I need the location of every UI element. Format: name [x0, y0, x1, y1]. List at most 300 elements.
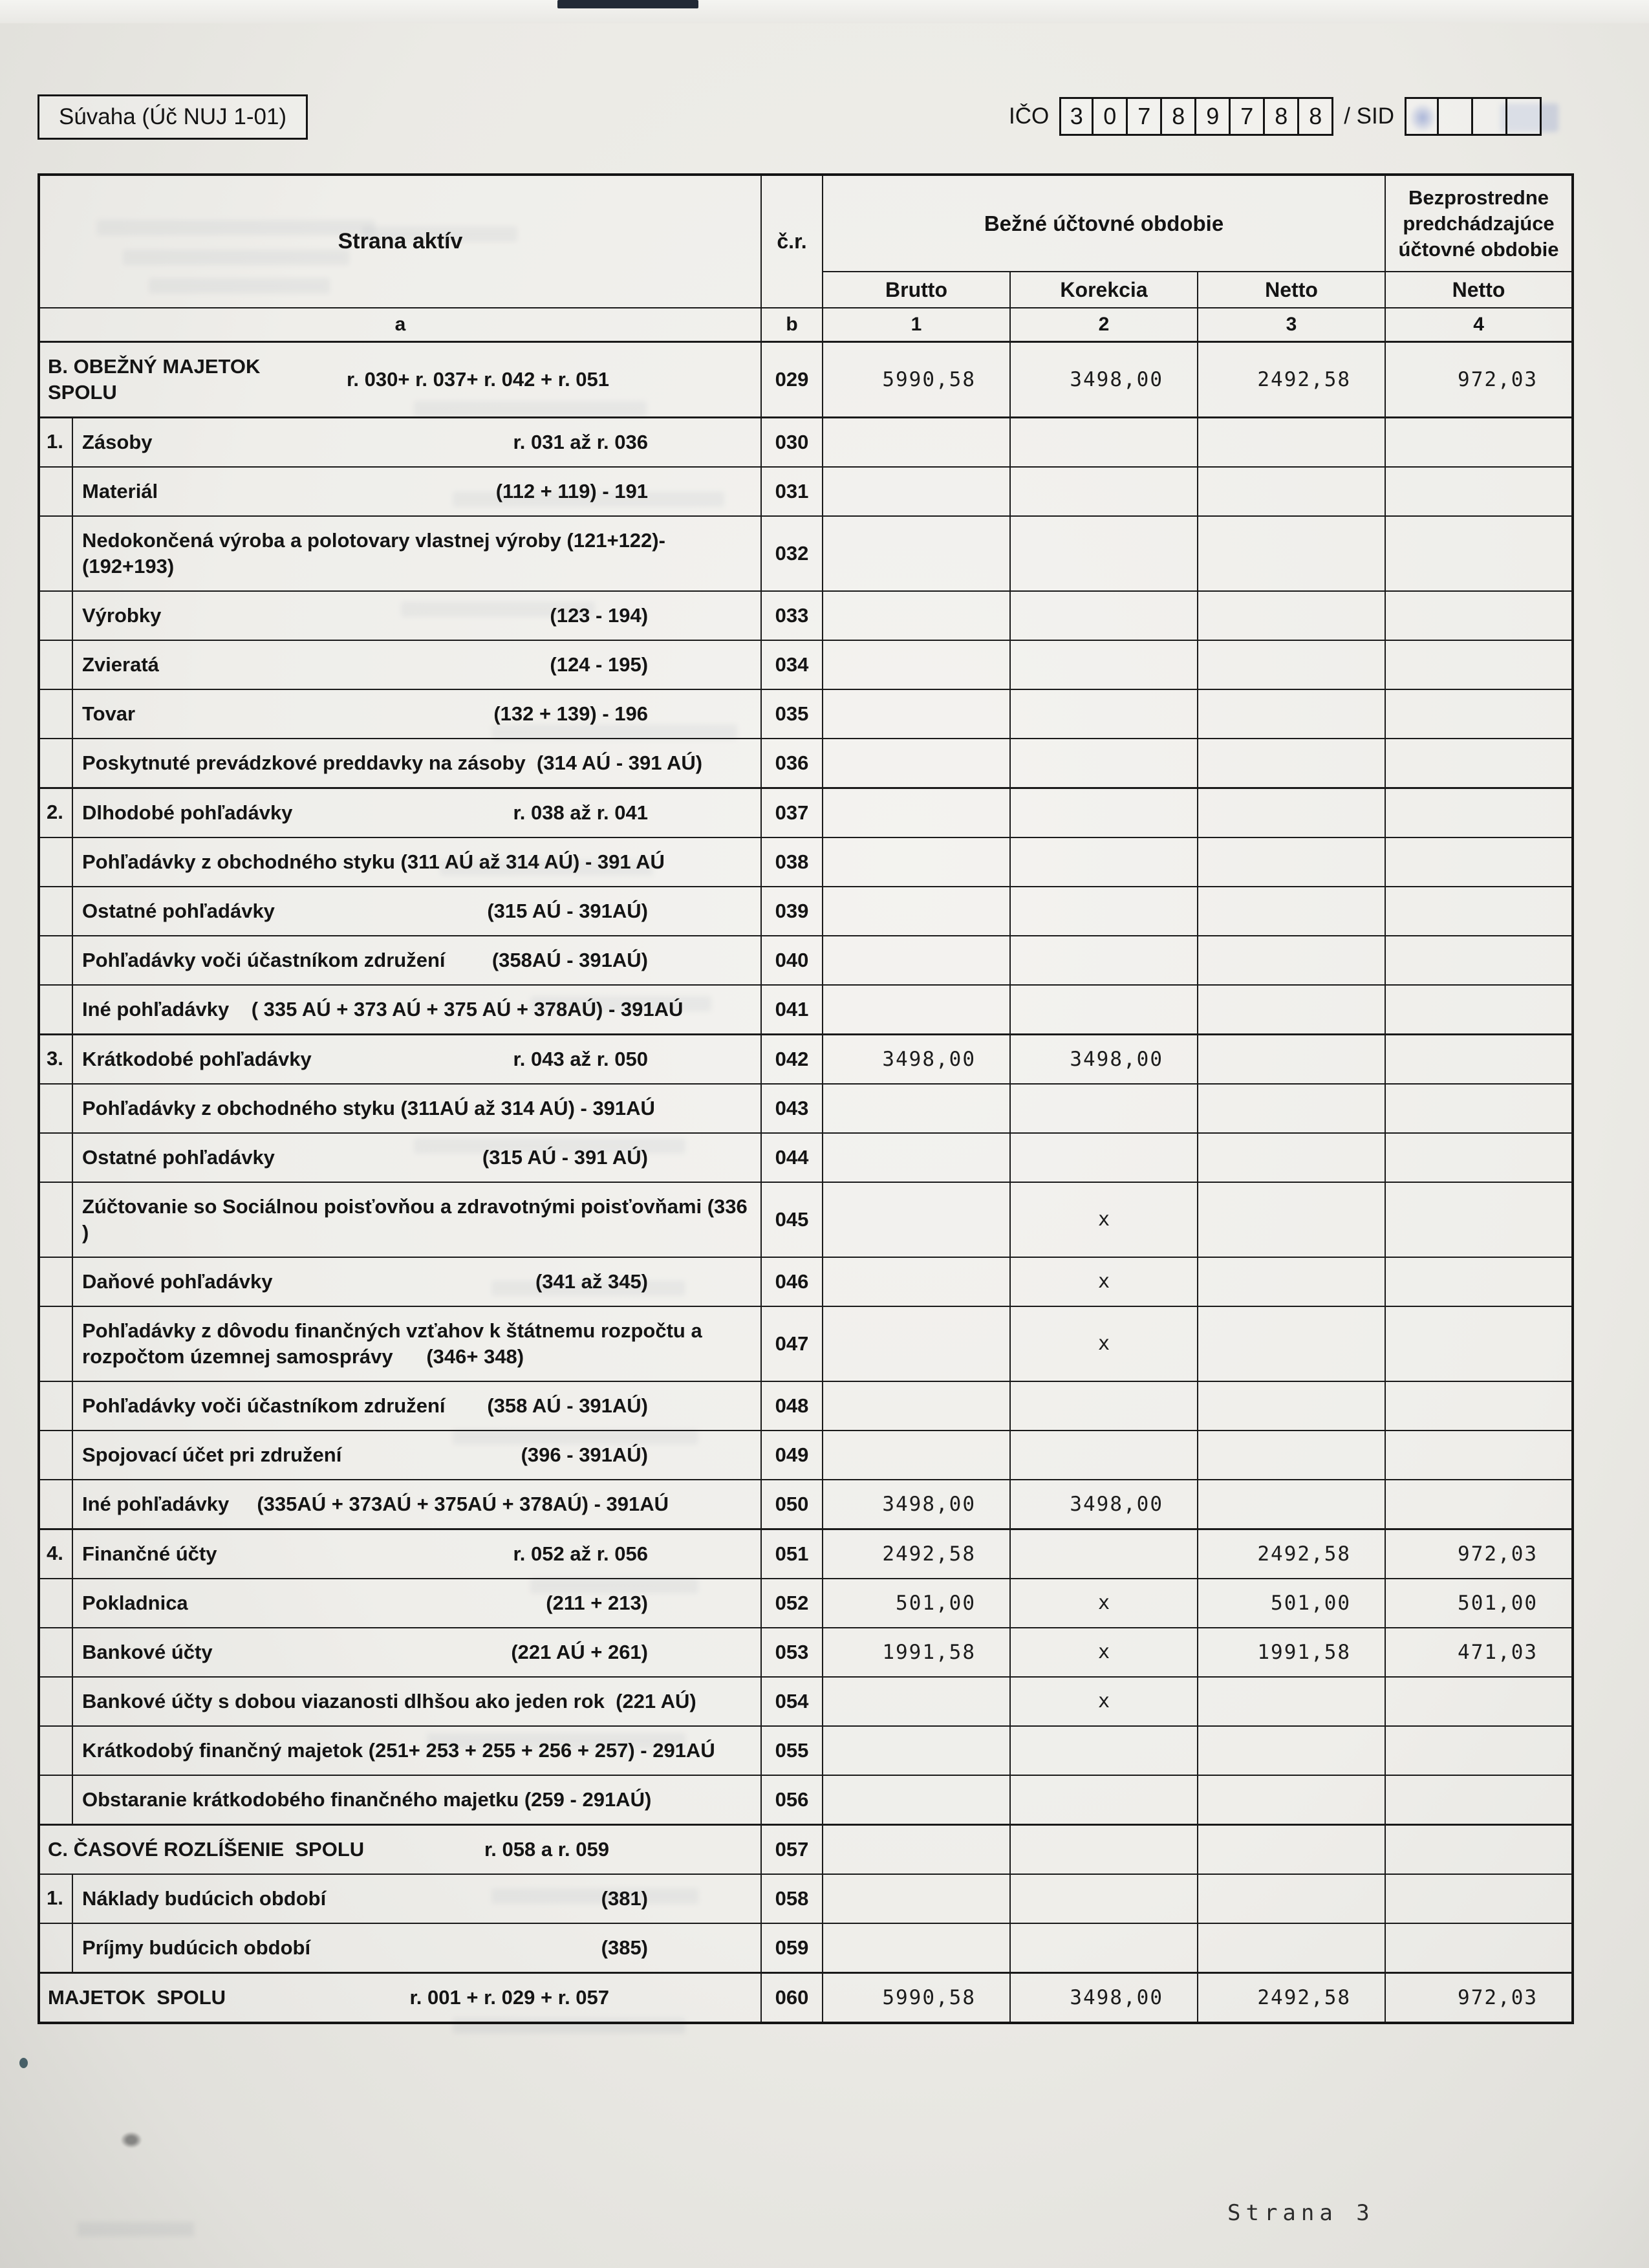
scan-artifact-top-bar — [557, 0, 698, 8]
col-header-netto-prev: Netto — [1385, 272, 1573, 308]
ico-digit-box: 7 — [1231, 97, 1265, 136]
row-prefix — [39, 1084, 72, 1133]
table-row-051 — [39, 1529, 1573, 1579]
value-cell-c2: x — [1010, 1257, 1198, 1306]
form-title: Súvaha (Úč NUJ 1-01) — [38, 94, 308, 140]
value-cell-c2 — [1010, 936, 1198, 985]
table-row-055 — [39, 1726, 1573, 1775]
value-cell-c2 — [1010, 837, 1198, 887]
row-number: 031 — [761, 467, 823, 516]
row-label: Finančné účty — [82, 1542, 217, 1565]
row-label: Náklady budúcich období — [82, 1887, 327, 1910]
value-cell-c2 — [1010, 1529, 1198, 1579]
value-cell-c3 — [1198, 739, 1385, 788]
row-formula: r. 038 až r. 041 — [513, 801, 649, 824]
row-label: B. OBEŽNÝ MAJETOK SPOLU — [48, 355, 272, 404]
row-formula: (211 + 213) — [546, 1592, 649, 1614]
row-prefix — [39, 1480, 72, 1529]
row-prefix: 2. — [39, 788, 72, 838]
value-cell-c3: 501,00 — [1198, 1579, 1385, 1628]
value-cell-c4 — [1385, 837, 1573, 887]
row-number: 057 — [761, 1825, 823, 1875]
value-cell-c4 — [1385, 887, 1573, 936]
page-number: Strana 3 — [1227, 2200, 1375, 2226]
value-cell-c1 — [823, 739, 1010, 788]
table-row-043 — [39, 1084, 1573, 1133]
value-cell-c3 — [1198, 1677, 1385, 1726]
value-cell-c4 — [1385, 739, 1573, 788]
row-label: Príjmy budúcich období — [82, 1936, 311, 1959]
value-cell-c4: 972,03 — [1385, 1973, 1573, 2024]
value-cell-c3: 2492,58 — [1198, 1973, 1385, 2024]
value-cell-c2 — [1010, 1825, 1198, 1875]
table-row-056 — [39, 1775, 1573, 1825]
value-cell-c2 — [1010, 640, 1198, 689]
row-prefix — [39, 1775, 72, 1825]
value-cell-c3: 1991,58 — [1198, 1628, 1385, 1677]
value-cell-c3 — [1198, 1182, 1385, 1257]
table-row-058 — [39, 1874, 1573, 1923]
value-cell-c2 — [1010, 1775, 1198, 1825]
value-cell-c2: 3498,00 — [1010, 1973, 1198, 2024]
value-cell-c1 — [823, 837, 1010, 887]
value-cell-c4 — [1385, 1035, 1573, 1085]
value-cell-c3: 2492,58 — [1198, 1529, 1385, 1579]
value-cell-c1 — [823, 1874, 1010, 1923]
value-cell-c3 — [1198, 689, 1385, 739]
col-header-korekcia: Korekcia — [1010, 272, 1198, 308]
value-cell-c4 — [1385, 985, 1573, 1035]
value-cell-c4 — [1385, 1381, 1573, 1431]
row-prefix — [39, 1628, 72, 1677]
table-row-038 — [39, 837, 1573, 887]
ink-squiggle-artifact — [120, 2132, 142, 2148]
row-prefix — [39, 985, 72, 1035]
balance-table-body — [39, 342, 1573, 2024]
table-row-059 — [39, 1923, 1573, 1973]
ink-dot-artifact — [19, 2058, 28, 2068]
table-row-045 — [39, 1182, 1573, 1257]
table-row-032 — [39, 516, 1573, 591]
value-cell-c3 — [1198, 1035, 1385, 1085]
sid-label: / SID — [1344, 103, 1395, 129]
scanner-edge-strip — [0, 0, 1649, 23]
table-row-033 — [39, 591, 1573, 640]
ico-label: IČO — [1009, 103, 1050, 129]
row-number: 043 — [761, 1084, 823, 1133]
value-cell-c3 — [1198, 985, 1385, 1035]
value-cell-c4 — [1385, 1775, 1573, 1825]
value-cell-c1 — [823, 689, 1010, 739]
table-row-037 — [39, 788, 1573, 838]
ico-digit-box: 8 — [1265, 97, 1299, 136]
row-prefix — [39, 1182, 72, 1257]
row-formula: (132 + 139) - 196 — [493, 702, 649, 725]
value-cell-c4 — [1385, 418, 1573, 468]
row-label: Daňové pohľadávky — [82, 1270, 273, 1293]
value-cell-c4 — [1385, 1677, 1573, 1726]
value-cell-c4 — [1385, 516, 1573, 591]
row-label: Krátkodobý finančný majetok (251+ 253 + 255 + 256 + 257) - 291AÚ — [72, 1726, 761, 1775]
value-cell-c3 — [1198, 1825, 1385, 1875]
ico-digit-box: 9 — [1196, 97, 1231, 136]
row-number: 055 — [761, 1726, 823, 1775]
row-prefix — [39, 887, 72, 936]
value-cell-c1 — [823, 1257, 1010, 1306]
value-cell-c3 — [1198, 418, 1385, 468]
value-cell-c4 — [1385, 1084, 1573, 1133]
row-formula: (385) — [601, 1936, 649, 1959]
bleedthrough-bottom-artifact — [78, 2222, 194, 2236]
col-letter-b: b — [761, 308, 823, 342]
value-cell-c2: x — [1010, 1579, 1198, 1628]
ico-digit-box: 8 — [1299, 97, 1333, 136]
row-label: Iné pohľadávky (335AÚ + 373AÚ + 375AÚ + 378AÚ) - 391AÚ — [72, 1480, 761, 1529]
row-label: Dlhodobé pohľadávky — [82, 801, 293, 824]
row-label: Zúčtovanie so Sociálnou poisťovňou a zdravotnými poisťovňami (336 ) — [72, 1182, 761, 1257]
value-cell-c4 — [1385, 1825, 1573, 1875]
balance-sheet-table — [38, 173, 1574, 2024]
value-cell-c4: 972,03 — [1385, 1529, 1573, 1579]
value-cell-c3 — [1198, 1133, 1385, 1182]
value-cell-c2 — [1010, 1084, 1198, 1133]
row-number: 045 — [761, 1182, 823, 1257]
col-header-cr: č.r. — [761, 175, 823, 308]
value-cell-c2 — [1010, 689, 1198, 739]
row-formula: (221 AÚ + 261) — [511, 1641, 649, 1663]
value-cell-c1: 3498,00 — [823, 1035, 1010, 1085]
col-letter-4: 4 — [1385, 308, 1573, 342]
row-formula: (112 + 119) - 191 — [495, 480, 649, 502]
ico-digit-boxes — [1059, 97, 1333, 136]
row-label: Pohľadávky voči účastníkom združení — [82, 1394, 446, 1417]
value-cell-c2 — [1010, 1726, 1198, 1775]
row-number: 041 — [761, 985, 823, 1035]
value-cell-c2 — [1010, 467, 1198, 516]
value-cell-c1 — [823, 1381, 1010, 1431]
row-label: Pohľadávky z obchodného styku (311 AÚ až 314 AÚ) - 391 AÚ — [72, 837, 761, 887]
row-prefix — [39, 1431, 72, 1480]
row-prefix — [39, 1257, 72, 1306]
value-cell-c3 — [1198, 788, 1385, 838]
row-formula: (123 - 194) — [550, 604, 649, 627]
row-prefix — [39, 1677, 72, 1726]
row-label: MAJETOK SPOLU — [48, 1986, 226, 2009]
row-number: 039 — [761, 887, 823, 936]
value-cell-c3 — [1198, 591, 1385, 640]
value-cell-c4 — [1385, 1480, 1573, 1529]
value-cell-c4 — [1385, 1306, 1573, 1381]
row-number: 042 — [761, 1035, 823, 1085]
table-row-039 — [39, 887, 1573, 936]
row-formula: r. 031 až r. 036 — [513, 431, 649, 453]
value-cell-c1 — [823, 1923, 1010, 1973]
row-number: 051 — [761, 1529, 823, 1579]
row-formula: (381) — [601, 1887, 649, 1910]
value-cell-c4 — [1385, 640, 1573, 689]
row-label: Výrobky — [82, 604, 162, 627]
table-row-047 — [39, 1306, 1573, 1381]
value-cell-c2: x — [1010, 1628, 1198, 1677]
col-header-netto: Netto — [1198, 272, 1385, 308]
value-cell-c1 — [823, 1726, 1010, 1775]
value-cell-c4: 972,03 — [1385, 342, 1573, 418]
value-cell-c2: x — [1010, 1677, 1198, 1726]
ico-digit-box: 8 — [1162, 97, 1196, 136]
row-prefix: 4. — [39, 1529, 72, 1579]
value-cell-c1 — [823, 516, 1010, 591]
value-cell-c2: x — [1010, 1182, 1198, 1257]
value-cell-c1: 5990,58 — [823, 342, 1010, 418]
value-cell-c3 — [1198, 837, 1385, 887]
row-label: Spojovací účet pri združení — [82, 1443, 342, 1466]
row-prefix — [39, 1306, 72, 1381]
value-cell-c1 — [823, 640, 1010, 689]
value-cell-c4 — [1385, 1257, 1573, 1306]
value-cell-c3 — [1198, 1874, 1385, 1923]
value-cell-c2 — [1010, 591, 1198, 640]
value-cell-c4: 501,00 — [1385, 1579, 1573, 1628]
sid-digit-boxes — [1405, 97, 1542, 136]
row-formula: r. 001 + r. 029 + r. 057 — [409, 1986, 610, 2009]
ico-sid-group — [1009, 97, 1542, 136]
row-prefix — [39, 1133, 72, 1182]
value-cell-c4 — [1385, 936, 1573, 985]
value-cell-c1 — [823, 591, 1010, 640]
row-label: Zvieratá — [82, 653, 159, 676]
row-prefix — [39, 640, 72, 689]
value-cell-c4 — [1385, 1923, 1573, 1973]
value-cell-c1: 501,00 — [823, 1579, 1010, 1628]
row-label: Krátkodobé pohľadávky — [82, 1048, 312, 1070]
row-prefix — [39, 739, 72, 788]
table-row-040 — [39, 936, 1573, 985]
row-label: Pohľadávky z obchodného styku (311AÚ až 314 AÚ) - 391AÚ — [72, 1084, 761, 1133]
row-label: Materiál — [82, 480, 158, 502]
row-number: 038 — [761, 837, 823, 887]
value-cell-c1 — [823, 467, 1010, 516]
row-formula: (124 - 195) — [550, 653, 649, 676]
table-row-049 — [39, 1431, 1573, 1480]
row-label: Ostatné pohľadávky — [82, 1146, 275, 1169]
col-letter-1: 1 — [823, 308, 1010, 342]
value-cell-c1: 1991,58 — [823, 1628, 1010, 1677]
value-cell-c2 — [1010, 418, 1198, 468]
value-cell-c3 — [1198, 1923, 1385, 1973]
value-cell-c1 — [823, 1775, 1010, 1825]
row-number: 050 — [761, 1480, 823, 1529]
row-number: 049 — [761, 1431, 823, 1480]
value-cell-c3 — [1198, 936, 1385, 985]
value-cell-c1 — [823, 1133, 1010, 1182]
row-prefix — [39, 689, 72, 739]
value-cell-c3 — [1198, 516, 1385, 591]
row-label: Pokladnica — [82, 1592, 188, 1614]
value-cell-c3 — [1198, 1480, 1385, 1529]
row-number: 033 — [761, 591, 823, 640]
value-cell-c1 — [823, 1825, 1010, 1875]
value-cell-c4 — [1385, 1726, 1573, 1775]
row-formula: (358 AÚ - 391AÚ) — [487, 1394, 649, 1417]
table-row-052 — [39, 1579, 1573, 1628]
row-prefix — [39, 1726, 72, 1775]
col-header-brutto: Brutto — [823, 272, 1010, 308]
value-cell-c1: 3498,00 — [823, 1480, 1010, 1529]
value-cell-c4: 471,03 — [1385, 1628, 1573, 1677]
value-cell-c3 — [1198, 1381, 1385, 1431]
value-cell-c2 — [1010, 788, 1198, 838]
row-number: 053 — [761, 1628, 823, 1677]
row-prefix: 3. — [39, 1035, 72, 1085]
row-prefix: 1. — [39, 1874, 72, 1923]
table-row-041 — [39, 985, 1573, 1035]
value-cell-c4 — [1385, 1431, 1573, 1480]
value-cell-c3 — [1198, 1775, 1385, 1825]
row-number: 029 — [761, 342, 823, 418]
table-row-048 — [39, 1381, 1573, 1431]
row-label: Bankové účty s dobou viazanosti dlhšou ako jeden rok (221 AÚ) — [72, 1677, 761, 1726]
value-cell-c1 — [823, 788, 1010, 838]
row-number: 056 — [761, 1775, 823, 1825]
row-number: 034 — [761, 640, 823, 689]
value-cell-c1 — [823, 1182, 1010, 1257]
row-prefix — [39, 467, 72, 516]
value-cell-c1 — [823, 887, 1010, 936]
value-cell-c1 — [823, 985, 1010, 1035]
row-prefix — [39, 1381, 72, 1431]
value-cell-c4 — [1385, 689, 1573, 739]
value-cell-c3 — [1198, 640, 1385, 689]
value-cell-c2 — [1010, 985, 1198, 1035]
col-header-predchadzajuce-obdobie: Bezprostredne predchádzajúce účtovné obdobie — [1385, 175, 1573, 272]
sid-digit-box — [1473, 97, 1507, 136]
value-cell-c3 — [1198, 467, 1385, 516]
col-header-bezne-obdobie: Bežné účtovné obdobie — [823, 175, 1385, 272]
value-cell-c2 — [1010, 1431, 1198, 1480]
table-row-057 — [39, 1825, 1573, 1875]
table-row-044 — [39, 1133, 1573, 1182]
col-letter-a: a — [39, 308, 761, 342]
row-label: Obstaranie krátkodobého finančného majetku (259 - 291AÚ) — [72, 1775, 761, 1825]
row-number: 036 — [761, 739, 823, 788]
value-cell-c2 — [1010, 1381, 1198, 1431]
table-row-050 — [39, 1480, 1573, 1529]
row-number: 040 — [761, 936, 823, 985]
row-formula: (315 AÚ - 391 AÚ) — [482, 1146, 649, 1169]
value-cell-c3 — [1198, 1431, 1385, 1480]
value-cell-c1 — [823, 1306, 1010, 1381]
row-prefix — [39, 1579, 72, 1628]
table-row-046 — [39, 1257, 1573, 1306]
value-cell-c4 — [1385, 1133, 1573, 1182]
row-formula: (315 AÚ - 391AÚ) — [487, 900, 649, 922]
sid-digit-box — [1439, 97, 1473, 136]
row-formula: (341 až 345) — [535, 1270, 649, 1293]
value-cell-c2 — [1010, 1874, 1198, 1923]
sid-digit-box — [1405, 97, 1439, 136]
row-number: 046 — [761, 1257, 823, 1306]
row-number: 035 — [761, 689, 823, 739]
sid-digit-box — [1507, 97, 1542, 136]
value-cell-c3 — [1198, 1084, 1385, 1133]
value-cell-c3 — [1198, 1726, 1385, 1775]
row-number: 052 — [761, 1579, 823, 1628]
row-number: 060 — [761, 1973, 823, 2024]
table-row-053 — [39, 1628, 1573, 1677]
value-cell-c2: 3498,00 — [1010, 342, 1198, 418]
table-header-letters-row — [39, 308, 1573, 342]
value-cell-c2 — [1010, 739, 1198, 788]
value-cell-c2: 3498,00 — [1010, 1035, 1198, 1085]
table-row-034 — [39, 640, 1573, 689]
value-cell-c1 — [823, 936, 1010, 985]
row-number: 048 — [761, 1381, 823, 1431]
row-number: 032 — [761, 516, 823, 591]
row-label: Bankové účty — [82, 1641, 213, 1663]
value-cell-c2: 3498,00 — [1010, 1480, 1198, 1529]
row-prefix — [39, 837, 72, 887]
row-prefix: 1. — [39, 418, 72, 468]
row-number: 047 — [761, 1306, 823, 1381]
ico-digit-box: 7 — [1128, 97, 1162, 136]
col-letter-3: 3 — [1198, 308, 1385, 342]
value-cell-c1 — [823, 1084, 1010, 1133]
row-prefix — [39, 591, 72, 640]
value-cell-c2: x — [1010, 1306, 1198, 1381]
value-cell-c4 — [1385, 591, 1573, 640]
table-row-042 — [39, 1035, 1573, 1085]
table-row-054 — [39, 1677, 1573, 1726]
row-label: Pohľadávky z dôvodu finančných vzťahov k štátnemu rozpočtu a rozpočtom územnej samosprávy (346+ 348) — [72, 1306, 761, 1381]
row-number: 058 — [761, 1874, 823, 1923]
value-cell-c3: 2492,58 — [1198, 342, 1385, 418]
col-header-strana-aktiv: Strana aktív — [39, 175, 761, 308]
value-cell-c3 — [1198, 1306, 1385, 1381]
row-label: Ostatné pohľadávky — [82, 900, 275, 922]
row-label: Tovar — [82, 702, 136, 725]
table-row-029 — [39, 342, 1573, 418]
value-cell-c1 — [823, 1677, 1010, 1726]
row-formula: r. 058 a r. 059 — [484, 1838, 610, 1861]
row-number: 037 — [761, 788, 823, 838]
value-cell-c4 — [1385, 788, 1573, 838]
col-letter-2: 2 — [1010, 308, 1198, 342]
row-prefix — [39, 936, 72, 985]
row-prefix — [39, 516, 72, 591]
table-row-031 — [39, 467, 1573, 516]
value-cell-c4 — [1385, 1182, 1573, 1257]
table-header-row-1 — [39, 175, 1573, 272]
row-prefix — [39, 1923, 72, 1973]
row-label: C. ČASOVÉ ROZLÍŠENIE SPOLU — [48, 1838, 365, 1861]
value-cell-c4 — [1385, 467, 1573, 516]
value-cell-c4 — [1385, 1874, 1573, 1923]
row-formula: r. 052 až r. 056 — [513, 1542, 649, 1565]
value-cell-c1: 5990,58 — [823, 1973, 1010, 2024]
row-number: 044 — [761, 1133, 823, 1182]
table-row-035 — [39, 689, 1573, 739]
row-formula: (358AÚ - 391AÚ) — [491, 949, 649, 971]
value-cell-c1 — [823, 418, 1010, 468]
value-cell-c1: 2492,58 — [823, 1529, 1010, 1579]
table-row-036 — [39, 739, 1573, 788]
row-label: Iné pohľadávky ( 335 AÚ + 373 AÚ + 375 AÚ + 378AÚ) - 391AÚ — [72, 985, 761, 1035]
ico-digit-box: 0 — [1094, 97, 1128, 136]
table-row-060 — [39, 1973, 1573, 2024]
row-number: 054 — [761, 1677, 823, 1726]
value-cell-c2 — [1010, 887, 1198, 936]
value-cell-c3 — [1198, 1257, 1385, 1306]
